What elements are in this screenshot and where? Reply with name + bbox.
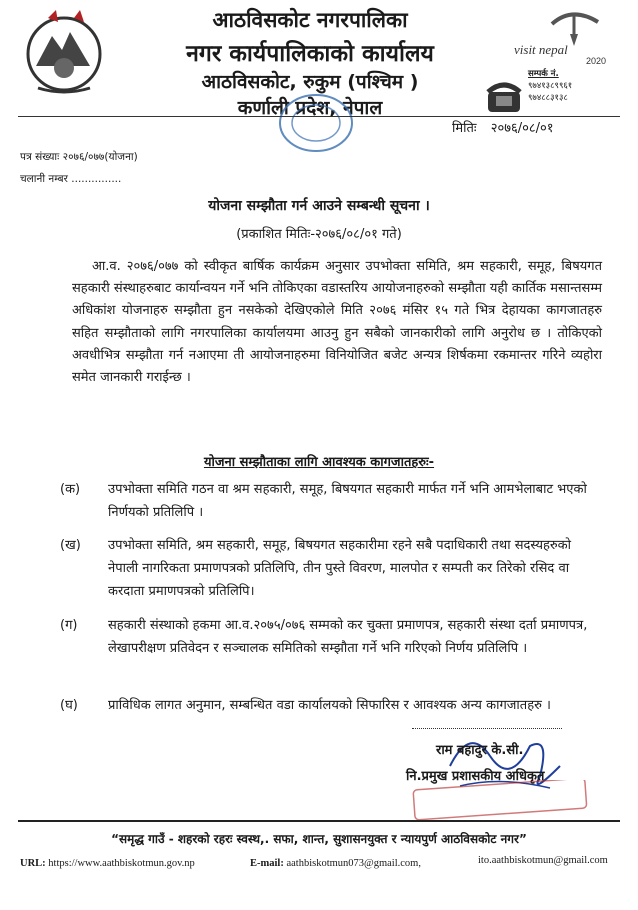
email-label: E-mail:: [250, 858, 284, 869]
office-name: नगर कार्यपालिकाको कार्यालय: [186, 41, 434, 67]
contact-number-2: ९७४८८३१३८: [528, 93, 568, 103]
item-text: प्राविधिक लागत अनुमान, सम्बन्धित वडा कार्यालयको सिफारिस र आवश्यक अन्य कागजातहरु ।: [108, 698, 551, 713]
list-item: [60, 694, 604, 717]
list-item: [60, 534, 604, 603]
letter-number-value: २०७६/०७७(योजना): [62, 151, 138, 163]
notice-body-text: आ.व. २०७६/०७७ को स्वीकृत बार्षिक कार्यक्रम अनुसार उपभोक्ता समिति, श्रम सहकारी, समूह, बिषयगत सहकारी संस्थाहरुबाट कार्यान्वयन गर्ने भनि तोकिएका वडास्तरिय आयोजनाहरुको सम्झौता यही कार्तिक मसान्तसम्म अधिकांश योजनाहरु सम्झौता हुन नसकेको देखिएकोले मिति २०७६ मंसिर १५ गते भित्र देहायका कागजातहरु सहित सम्झौताको लागि नगरपालिका कार्यालयमा आउनु हुन सबैको जानकारीको लागि अनुरोध छ । तोकिएको अवधीभित्र सम्झौता गर्न नआएमा ती आयोजनाहरुमा विनियोजित बजेट अन्यत्र शिर्षकमा रकमान्तर गरिने व्यहोरा समेत जानकारी गराईन्छ ।: [72, 259, 602, 386]
documents-title: योजना सम्झौताका लागि आवश्यक कागजातहरुः-: [203, 455, 435, 470]
visit-nepal-logo-icon: [512, 4, 624, 66]
government-emblem-icon: [18, 6, 110, 98]
visit-nepal-logo-year: 2020: [586, 56, 607, 66]
office-stamp-icon: [276, 92, 356, 154]
letter-date: [452, 118, 554, 136]
municipality-name: आठविसकोट नगरपालिका: [212, 8, 408, 32]
footer-email-2[interactable]: ito.aathbiskotmun@gmail.com: [478, 855, 608, 866]
item-text: उपभोक्ता समिति गठन वा श्रम सहकारी, समूह, बिषयगत सहकारी मार्फत गर्ने भनि आमभेलाबाट भएको निर्णयको प्रतिलिपि ।: [108, 482, 587, 520]
header-rule: [18, 116, 620, 117]
contact-box: [528, 68, 620, 104]
notice-body: [72, 256, 602, 389]
contact-number-1: ९७४१३८९९६१: [528, 81, 573, 91]
date-label: मितिः: [452, 121, 477, 136]
url-value[interactable]: https://www.aathbiskotmun.gov.np: [48, 858, 195, 869]
footer-rule: [18, 820, 620, 822]
letter-number: [20, 150, 138, 164]
dispatch-value: ...............: [71, 173, 122, 185]
item-label: (घ): [60, 698, 78, 713]
item-text: उपभोक्ता समिति, श्रम सहकारी, समूह, बिषयगत सहकारीमा रहने सबै पदाधिकारी तथा सदस्यहरुको नेपाली नागरिकता प्रमाणपत्रको प्रतिलिपि, तीन पुस्ते विवरण, मालपोत र सम्पती कर तिरेको रसिद वा करदाता प्रमाणपत्रको प्रतिलिपि।: [108, 538, 572, 599]
item-text: सहकारी संस्थाको हकमा आ.व.२०७५/०७६ सम्मको कर चुक्ता प्रमाणपत्र, सहकारी संस्था दर्ता प्रमाणपत्र, लेखापरीक्षण प्रतिवेदन र सञ्चालक समितिको सम्झौता गर्ने भनि गरिएको निर्णय प्रतिलिपि ।: [108, 618, 588, 656]
notice-title: योजना सम्झौता गर्न आउने सम्बन्धी सूचना ।: [208, 198, 430, 214]
date-value: २०७६/०८/०१: [490, 121, 554, 136]
footer-email: [250, 858, 421, 869]
item-label: (ग): [60, 618, 78, 633]
letter-number-label: पत्र संख्याः: [20, 151, 60, 163]
item-label: (क): [60, 482, 81, 497]
list-item: [60, 478, 604, 524]
official-seal-icon: [410, 780, 590, 820]
dispatch-number: [20, 172, 121, 186]
item-label: (ख): [60, 538, 81, 553]
published-date: (प्रकाशित मितिः-२०७६/०८/०१ गते): [236, 227, 402, 242]
signatory-name: राम बहादुर के.सी.: [436, 743, 524, 758]
footer-motto: “समृद्ध गाउँ - शहरको रहरः स्वस्थ,. सफा, शान्त, सुशासनयुक्त र न्यायपुर्ण आठविसकोट नगर”: [111, 832, 527, 846]
footer-url: [20, 858, 195, 869]
province-name: कर्णाली प्रदेश, नेपाल: [237, 97, 383, 119]
list-item: [60, 614, 604, 660]
signatory-role: नि.प्रमुख प्रशासकीय अधिकृत: [406, 769, 545, 784]
visit-nepal-logo-text: visit nepal: [514, 42, 568, 57]
office-address: आठविसकोट, रुकुम (पश्चिम ): [201, 71, 419, 93]
email-value[interactable]: aathbiskotmun073@gmail.com,: [286, 858, 421, 869]
contact-label: सम्पर्क नं.: [528, 69, 559, 79]
dispatch-label: चलानी नम्बर: [20, 173, 68, 185]
telephone-icon: [484, 78, 524, 118]
url-label: URL:: [20, 858, 46, 869]
